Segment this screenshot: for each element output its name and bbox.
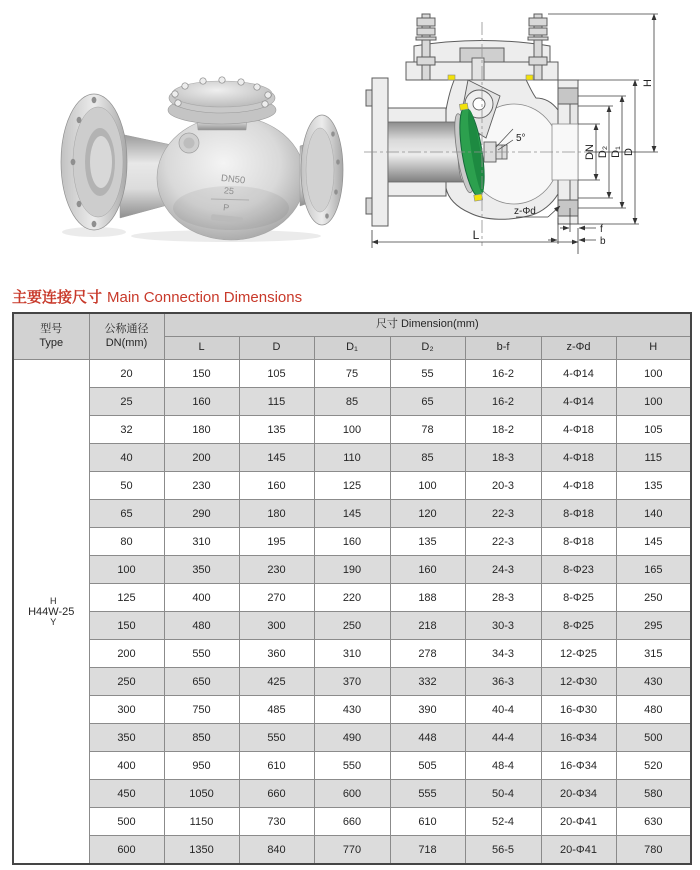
col-header-d2: D₂ [390,337,465,360]
value-cell: 4-Φ14 [541,388,616,416]
value-cell: 16-Φ34 [541,752,616,780]
value-cell: 20-Φ41 [541,808,616,836]
table-row [13,696,691,724]
value-cell: 140 [616,500,691,528]
value-cell: 65 [390,388,465,416]
col-header-dn: 公称通径 DN(mm) [89,313,164,360]
dn-cell: 500 [89,808,164,836]
table-row [13,808,691,836]
section-title-en: Main Connection Dimensions [107,289,303,306]
value-cell: 150 [164,360,239,388]
value-cell: 310 [314,640,390,668]
dn-cell: 450 [89,780,164,808]
label-l: L [472,228,480,242]
value-cell: 448 [390,724,465,752]
dn-marking: DN50 [220,172,246,187]
gasket-mark-left [448,75,455,80]
value-cell: 1050 [164,780,239,808]
value-cell: 630 [616,808,691,836]
table-row [13,836,691,865]
value-cell: 8-Φ18 [541,500,616,528]
table-row [13,388,691,416]
value-cell: 230 [239,556,314,584]
value-cell: 145 [239,444,314,472]
value-cell: 8-Φ25 [541,584,616,612]
value-cell: 188 [390,584,465,612]
label-f: f [600,224,603,235]
value-cell: 20-3 [465,472,541,500]
dn-cell: 25 [89,388,164,416]
value-cell: 22-3 [465,500,541,528]
table-row [13,472,691,500]
value-cell: 40-4 [465,696,541,724]
valve-photo [56,40,348,245]
dn-cell: 20 [89,360,164,388]
value-cell: 610 [239,752,314,780]
value-cell: 56-5 [465,836,541,865]
value-cell: 750 [164,696,239,724]
value-cell: 165 [616,556,691,584]
value-cell: 24-3 [465,556,541,584]
value-cell: 220 [314,584,390,612]
value-cell: 718 [390,836,465,865]
value-cell: 310 [164,528,239,556]
section-title [12,286,302,307]
table-row [13,640,691,668]
col-header-dimension-group: 尺寸 Dimension(mm) [164,313,691,337]
value-cell: 1350 [164,836,239,865]
value-cell: 660 [314,808,390,836]
label-d: D [623,148,635,156]
value-cell: 160 [390,556,465,584]
value-cell: 1150 [164,808,239,836]
value-cell: 660 [239,780,314,808]
table-row [13,416,691,444]
value-cell: 580 [616,780,691,808]
value-cell: 100 [390,472,465,500]
table-row [13,360,691,388]
col-header-d1: D₁ [314,337,390,360]
value-cell: 250 [616,584,691,612]
value-cell: 218 [390,612,465,640]
col-header-zphid: z-Φd [541,337,616,360]
dn-cell: 100 [89,556,164,584]
value-cell: 145 [616,528,691,556]
value-cell: 425 [239,668,314,696]
value-cell: 610 [390,808,465,836]
table-row [13,444,691,472]
value-cell: 430 [314,696,390,724]
value-cell: 550 [164,640,239,668]
value-cell: 400 [164,584,239,612]
table-row [13,780,691,808]
value-cell: 20-Φ34 [541,780,616,808]
value-cell: 555 [390,780,465,808]
value-cell: 180 [239,500,314,528]
table-row [13,584,691,612]
value-cell: 8-Φ23 [541,556,616,584]
label-h: H [642,79,654,87]
value-cell: 100 [314,416,390,444]
value-cell: 105 [616,416,691,444]
value-cell: 4-Φ18 [541,416,616,444]
value-cell: 390 [390,696,465,724]
angle-label: 5° [516,133,526,144]
valve-drawing [356,2,696,264]
dn-cell: 80 [89,528,164,556]
value-cell: 135 [239,416,314,444]
value-cell: 332 [390,668,465,696]
value-cell: 300 [239,612,314,640]
table-row [13,500,691,528]
value-cell: 28-3 [465,584,541,612]
value-cell: 16-2 [465,360,541,388]
label-d2: D₂ [597,145,609,159]
dn-cell: 40 [89,444,164,472]
value-cell: 4-Φ18 [541,472,616,500]
value-cell: 135 [390,528,465,556]
value-cell: 850 [164,724,239,752]
value-cell: 20-Φ41 [541,836,616,865]
dn-cell: 150 [89,612,164,640]
value-cell: 480 [616,696,691,724]
pn-marking: 25 [223,185,235,197]
value-cell: 22-3 [465,528,541,556]
header-row-1 [13,313,691,337]
table-row [13,752,691,780]
dn-cell: 32 [89,416,164,444]
value-cell: 55 [390,360,465,388]
value-cell: 650 [164,668,239,696]
table-row [13,612,691,640]
value-cell: 16-Φ30 [541,696,616,724]
value-cell: 430 [616,668,691,696]
value-cell: 180 [164,416,239,444]
value-cell: 100 [616,360,691,388]
gasket-mark-right [526,75,533,80]
value-cell: 278 [390,640,465,668]
value-cell: 490 [314,724,390,752]
table-row [13,668,691,696]
value-cell: 44-4 [465,724,541,752]
value-cell: 480 [164,612,239,640]
col-header-d: D [239,337,314,360]
value-cell: 110 [314,444,390,472]
table-row [13,556,691,584]
value-cell: 195 [239,528,314,556]
label-b: b [600,236,606,247]
value-cell: 135 [616,472,691,500]
value-cell: 500 [616,724,691,752]
table-row [13,724,691,752]
value-cell: 18-3 [465,444,541,472]
label-d1: D₁ [610,146,622,158]
value-cell: 48-4 [465,752,541,780]
value-cell: 200 [164,444,239,472]
value-cell: 230 [164,472,239,500]
value-cell: 160 [164,388,239,416]
value-cell: 270 [239,584,314,612]
value-cell: 160 [239,472,314,500]
value-cell: 30-3 [465,612,541,640]
value-cell: 160 [314,528,390,556]
value-cell: 16-2 [465,388,541,416]
dn-cell: 600 [89,836,164,865]
label-z-phi-d: z-Φd [514,206,536,217]
value-cell: 120 [390,500,465,528]
material-marking: P [222,202,230,213]
dimensions-table [12,312,692,865]
value-cell: 50-4 [465,780,541,808]
value-cell: 600 [314,780,390,808]
value-cell: 36-3 [465,668,541,696]
label-dn: DN [584,144,596,160]
value-cell: 840 [239,836,314,865]
value-cell: 250 [314,612,390,640]
table-row [13,528,691,556]
right-flange [300,115,343,225]
dn-cell: 200 [89,640,164,668]
value-cell: 125 [314,472,390,500]
value-cell: 520 [616,752,691,780]
type-cell: H H44W-25 Y [13,360,89,865]
value-cell: 115 [616,444,691,472]
value-cell: 75 [314,360,390,388]
value-cell: 550 [239,724,314,752]
col-header-type: 型号 Type [13,313,89,360]
dn-cell: 300 [89,696,164,724]
col-header-l: L [164,337,239,360]
value-cell: 370 [314,668,390,696]
dn-cell: 250 [89,668,164,696]
value-cell: 12-Φ25 [541,640,616,668]
value-cell: 105 [239,360,314,388]
value-cell: 295 [616,612,691,640]
value-cell: 730 [239,808,314,836]
dn-cell: 50 [89,472,164,500]
value-cell: 8-Φ25 [541,612,616,640]
dn-cell: 400 [89,752,164,780]
value-cell: 315 [616,640,691,668]
section-title-zh: 主要连接尺寸 [12,289,103,306]
value-cell: 505 [390,752,465,780]
value-cell: 550 [314,752,390,780]
value-cell: 12-Φ30 [541,668,616,696]
value-cell: 52-4 [465,808,541,836]
value-cell: 4-Φ18 [541,444,616,472]
value-cell: 485 [239,696,314,724]
col-header-bf: b-f [465,337,541,360]
value-cell: 85 [390,444,465,472]
value-cell: 4-Φ14 [541,360,616,388]
col-header-h: H [616,337,691,360]
value-cell: 85 [314,388,390,416]
value-cell: 78 [390,416,465,444]
value-cell: 8-Φ18 [541,528,616,556]
dn-cell: 125 [89,584,164,612]
value-cell: 360 [239,640,314,668]
dn-cell: 65 [89,500,164,528]
value-cell: 290 [164,500,239,528]
value-cell: 16-Φ34 [541,724,616,752]
value-cell: 18-2 [465,416,541,444]
value-cell: 780 [616,836,691,865]
value-cell: 350 [164,556,239,584]
value-cell: 34-3 [465,640,541,668]
dn-cell: 350 [89,724,164,752]
value-cell: 100 [616,388,691,416]
value-cell: 190 [314,556,390,584]
value-cell: 950 [164,752,239,780]
value-cell: 115 [239,388,314,416]
value-cell: 770 [314,836,390,865]
value-cell: 145 [314,500,390,528]
